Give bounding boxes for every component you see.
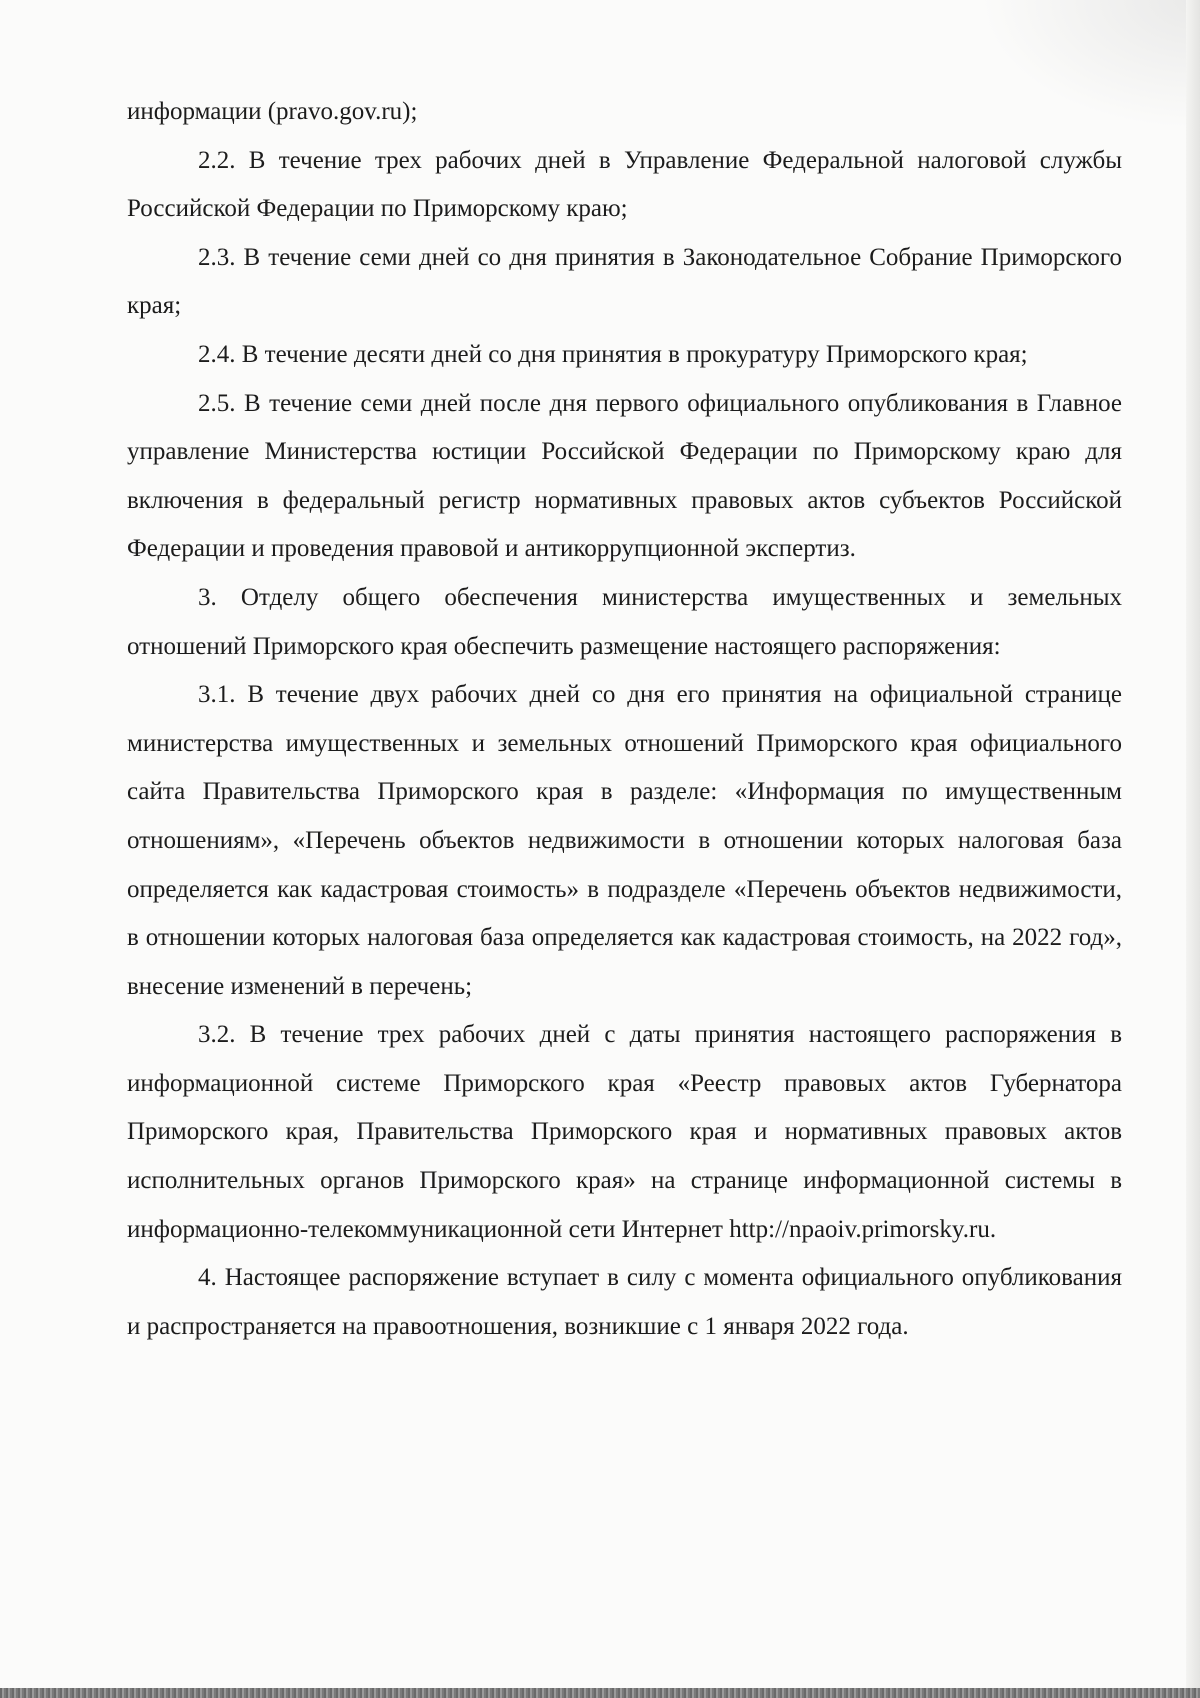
paragraph-2-3: 2.3. В течение семи дней со дня принятия в Законодательное Собрание Приморского края; <box>127 243 1122 320</box>
scan-edge-right <box>1186 0 1200 1698</box>
paragraph-continuation: информации (pravo.gov.ru); <box>127 98 418 125</box>
scan-edge-bottom <box>0 1688 1200 1698</box>
paragraph-3: 3. Отделу общего обеспечения министерства имущественных и земельных отношений Приморского края обеспечить размещение настоящего распоряжения: <box>127 583 1122 660</box>
document-body <box>127 88 1122 1351</box>
paragraph-2-4: 2.4. В течение десяти дней со дня принятия в прокуратуру Приморского края; <box>198 340 1028 368</box>
paragraph-2-2: 2.2. В течение трех рабочих дней в Управление Федеральной налоговой службы Российской Федерации по Приморскому краю; <box>127 146 1122 223</box>
paragraph-2-5: 2.5. В течение семи дней после дня первого официального опубликования в Главное управление Министерства юстиции Российской Федерации по Приморскому краю для включения в федеральный регистр нормативных правовых актов субъектов Российской Федерации и проведения правовой и антикоррупционной экспертиз. <box>127 389 1122 563</box>
paragraph-4: 4. Настоящее распоряжение вступает в силу с момента официального опубликования и распространяется на правоотношения, возникшие с 1 января 2022 года. <box>127 1264 1122 1340</box>
paragraph-3-2: 3.2. В течение трех рабочих дней с даты принятия настоящего распоряжения в информационной системе Приморского края «Реестр правовых актов Губернатора Приморского края, Правительства Приморского края и нормативных правовых актов исполнительных органов Приморского края» на странице информационной системы в информационно-телекоммуникационной сети Интернет http://npaoiv.primorsky.ru. <box>127 1021 1122 1243</box>
paragraph-3-1: 3.1. В течение двух рабочих дней со дня его принятия на официальной странице министерства имущественных и земельных отношений Приморского края официального сайта Правительства Приморского края в разделе: «Информация по имущественным отношениям», «Перечень объектов недвижимости в отношении которых налоговая база определяется как кадастровая стоимость» в подразделе «Перечень объектов недвижимости, в отношении которых налоговая база определяется как кадастровая стоимость, на 2022 год», внесение изменений в перечень; <box>127 681 1122 1000</box>
